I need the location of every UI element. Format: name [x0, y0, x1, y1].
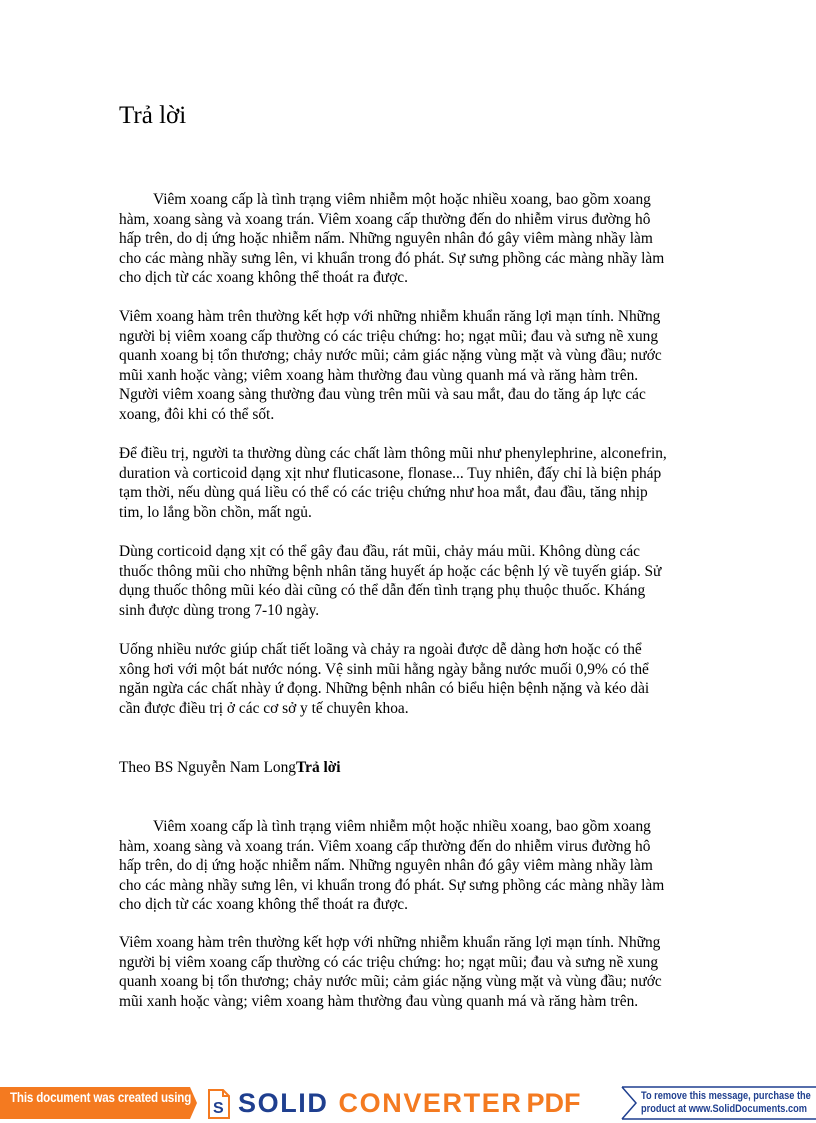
byline-heading: Trả lời [295, 759, 341, 776]
text-line: mũi xanh hoặc vàng; viêm xoang hàm thường đau vùng quanh má và răng hàm trên. [119, 366, 639, 384]
page-heading: Trả lời [119, 102, 187, 129]
banner-created-using-text: This document was created using [10, 1090, 192, 1105]
paragraph [119, 933, 691, 1011]
text-line: Viêm xoang hàm trên thường kết hợp với những nhiễm khuẩn răng lợi mạn tính. Những [119, 308, 661, 325]
text-line: xoang, đôi khi có thể sốt. [119, 405, 275, 423]
byline [119, 758, 341, 778]
text-line: cho dịch từ các xoang không thể thoát ra được. [119, 269, 408, 287]
text-line: thuốc thông mũi cho những bệnh nhân tăng huyết áp hoặc các bệnh lý về tuyến giáp. Sử [119, 562, 662, 580]
purchase-message[interactable] [620, 1086, 816, 1120]
paragraph [119, 307, 691, 425]
text-line: cho dịch từ các xoang không thể thoát ra được. [119, 896, 408, 914]
brand-solid: SOLID [238, 1088, 329, 1118]
text-line: cho các màng nhầy sưng lên, vi khuẩn trong đó phát. Sự sưng phồng các màng nhầy làm [119, 249, 665, 267]
brand-pdf: PDF [526, 1088, 581, 1118]
purchase-message-line1: To remove this message, purchase the [641, 1090, 811, 1102]
text-line: duration và corticoid dạng xịt như fluticasone, flonase... Tuy nhiên, đấy chỉ là biện pháp [119, 464, 662, 482]
text-line: Viêm xoang hàm trên thường kết hợp với những nhiễm khuẩn răng lợi mạn tính. Những [119, 934, 661, 951]
text-line: dụng thuốc thông mũi kéo dài cũng có thể dẫn đến tình trạng phụ thuộc thuốc. Kháng [119, 582, 646, 600]
paragraph [119, 190, 691, 288]
text-line: Dùng corticoid dạng xịt có thể gây đau đầu, rát mũi, chảy máu mũi. Không dùng các [119, 543, 641, 560]
converter-watermark-banner[interactable] [0, 1082, 816, 1123]
text-line: Viêm xoang cấp là tình trạng viêm nhiễm một hoặc nhiều xoang, bao gồm xoang [153, 818, 651, 835]
paragraph [119, 817, 691, 915]
text-line: sinh được dùng trong 7-10 ngày. [119, 601, 320, 619]
text-line: cho các màng nhầy sưng lên, vi khuẩn trong đó phát. Sự sưng phồng các màng nhầy làm [119, 876, 665, 894]
text-line: Để điều trị, người ta thường dùng các chất làm thông mũi như phenylephrine, alconefrin, [119, 445, 667, 462]
text-line: người bị viêm xoang cấp thường có các triệu chứng: ho; ngạt mũi; đau và sưng nề xung [119, 953, 659, 971]
text-line: ngăn ngừa các chất nhày ứ đọng. Những bệnh nhân có biểu hiện bệnh nặng và kéo dài [119, 680, 650, 698]
text-line: mũi xanh hoặc vàng; viêm xoang hàm thường đau vùng quanh má và răng hàm trên. [119, 992, 639, 1010]
text-line: hàm, xoang sàng và xoang trán. Viêm xoang cấp thường đến do nhiễm virus đường hô [119, 210, 651, 228]
text-line: hàm, xoang sàng và xoang trán. Viêm xoang cấp thường đến do nhiễm virus đường hô [119, 837, 651, 855]
text-line: tạm thời, nếu dùng quá liều có thể có các triệu chứng như hoa mắt, đau đầu, tăng nhịp [119, 484, 648, 502]
svg-text:S: S [213, 1100, 224, 1117]
solid-documents-logo-icon [207, 1088, 231, 1120]
paragraph [119, 640, 691, 718]
text-line: người bị viêm xoang cấp thường có các triệu chứng: ho; ngạt mũi; đau và sưng nề xung [119, 327, 659, 345]
text-line: Người viêm xoang sàng thường đau vùng trên mũi và sau mắt, đau do tăng áp lực các [119, 386, 646, 404]
text-line: hấp trên, do dị ứng hoặc nhiễm nấm. Những nguyên nhân đó gây viêm màng nhầy làm [119, 230, 653, 248]
text-line: cần được điều trị ở các cơ sở y tế chuyên khoa. [119, 699, 409, 717]
text-line: Viêm xoang cấp là tình trạng viêm nhiễm một hoặc nhiều xoang, bao gồm xoang [153, 191, 651, 208]
byline-author: Theo BS Nguyễn Nam Long [119, 759, 296, 776]
text-line: quanh xoang bị tổn thương; chảy nước mũi; cảm giác nặng vùng mặt và vùng đầu; nước [119, 347, 662, 365]
text-line: hấp trên, do dị ứng hoặc nhiễm nấm. Những nguyên nhân đó gây viêm màng nhầy làm [119, 857, 653, 875]
purchase-message-line2: product at www.SolidDocuments.com [641, 1103, 807, 1115]
brand-wordmark [238, 1088, 580, 1118]
text-line: Uống nhiều nước giúp chất tiết loãng và chảy ra ngoài được dễ dàng hơn hoặc có thể [119, 641, 642, 658]
text-line: xông hơi với một bát nước nóng. Vệ sinh mũi hằng ngày bằng nước muối 0,9% có thể [119, 660, 649, 678]
text-line: tim, lo lắng bồn chồn, mất ngủ. [119, 503, 312, 521]
paragraph [119, 542, 691, 620]
brand-converter: CONVERTER [338, 1088, 523, 1118]
text-line: quanh xoang bị tổn thương; chảy nước mũi; cảm giác nặng vùng mặt và vùng đầu; nước [119, 973, 662, 991]
paragraph [119, 444, 691, 522]
